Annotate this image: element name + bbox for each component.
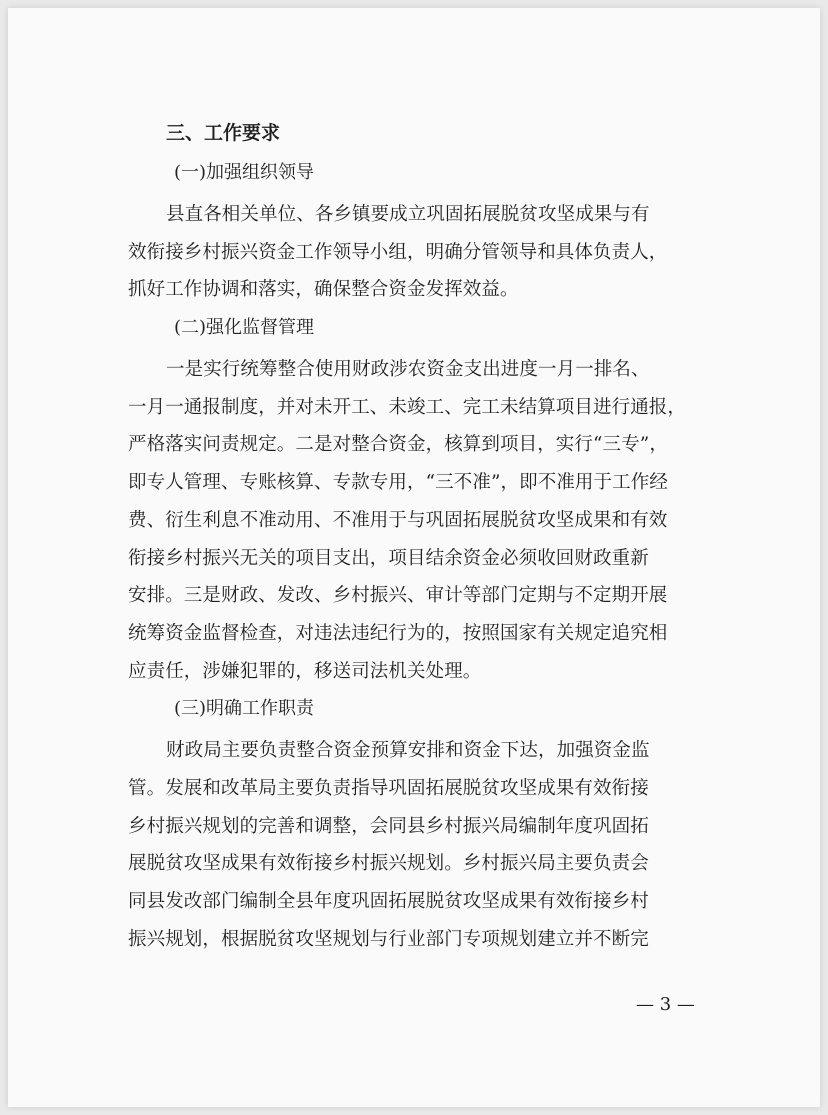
section-title: 三、工作要求 — [166, 122, 281, 144]
text-line: 县直各相关单位、各乡镇要成立巩固拓展脱贫攻坚成果与有 — [166, 204, 650, 225]
text-line: 严格落实问责规定。二是对整合资金，核算到项目，实行“三专”， — [128, 434, 668, 456]
text-line: 统筹资金监督检查，对违法违纪行为的，按照国家有关规定追究相 — [128, 622, 668, 644]
text-line: 振兴规划，根据脱贫攻坚规划与行业部门专项规划建立并不断完 — [128, 928, 649, 950]
text-line: 即专人管理、专账核算、专款专用，“三不准”，即不准用于工作经 — [128, 472, 668, 494]
paragraph-1 — [128, 203, 726, 316]
text-line: 乡村振兴规划的完善和调整，会同县乡村振兴局编制年度巩固拓 — [128, 815, 649, 837]
paragraph-3 — [128, 739, 726, 965]
text-line: 财政局主要负责整合资金预算安排和资金下达，加强资金监 — [166, 740, 650, 762]
text-line: 效衔接乡村振兴资金工作领导小组，明确分管领导和具体负责人， — [128, 241, 668, 263]
text-line: 展脱贫攻坚成果有效衔接乡村振兴规划。乡村振兴局主要负责会 — [128, 853, 649, 875]
document-page — [8, 8, 820, 1107]
text-line: 安排。三是财政、发改、乡村振兴、审计等部门定期与不定期开展 — [128, 585, 668, 607]
paragraph-2 — [128, 358, 726, 697]
subsection-title-1: (一)加强组织领导 — [174, 162, 315, 183]
document-body — [128, 121, 726, 965]
text-line: 应责任，涉嫌犯罪的，移送司法机关处理。 — [128, 660, 482, 682]
text-line: 同县发改部门编制全县年度巩固拓展脱贫攻坚成果有效衔接乡村 — [128, 891, 649, 912]
text-line: 费、衍生利息不准动用、不准用于与巩固拓展脱贫攻坚成果和有效 — [128, 509, 668, 531]
subsection-title-3: (三)明确工作职责 — [174, 698, 315, 720]
text-line: 衔接乡村振兴无关的项目支出，项目结余资金必须收回财政重新 — [128, 547, 649, 569]
page-number: — 3 — — [636, 994, 695, 1015]
subsection-title-2: (二)强化监督管理 — [174, 317, 315, 339]
text-line: 一月一通报制度，并对未开工、未竣工、完工未结算项目进行通报， — [128, 396, 687, 418]
text-line: 一是实行统筹整合使用财政涉农资金支出进度一月一排名、 — [166, 359, 650, 381]
text-line: 管。发展和改革局主要负责指导巩固拓展脱贫攻坚成果有效衔接 — [128, 777, 649, 799]
text-line: 抓好工作协调和落实，确保整合资金发挥效益。 — [128, 279, 519, 301]
